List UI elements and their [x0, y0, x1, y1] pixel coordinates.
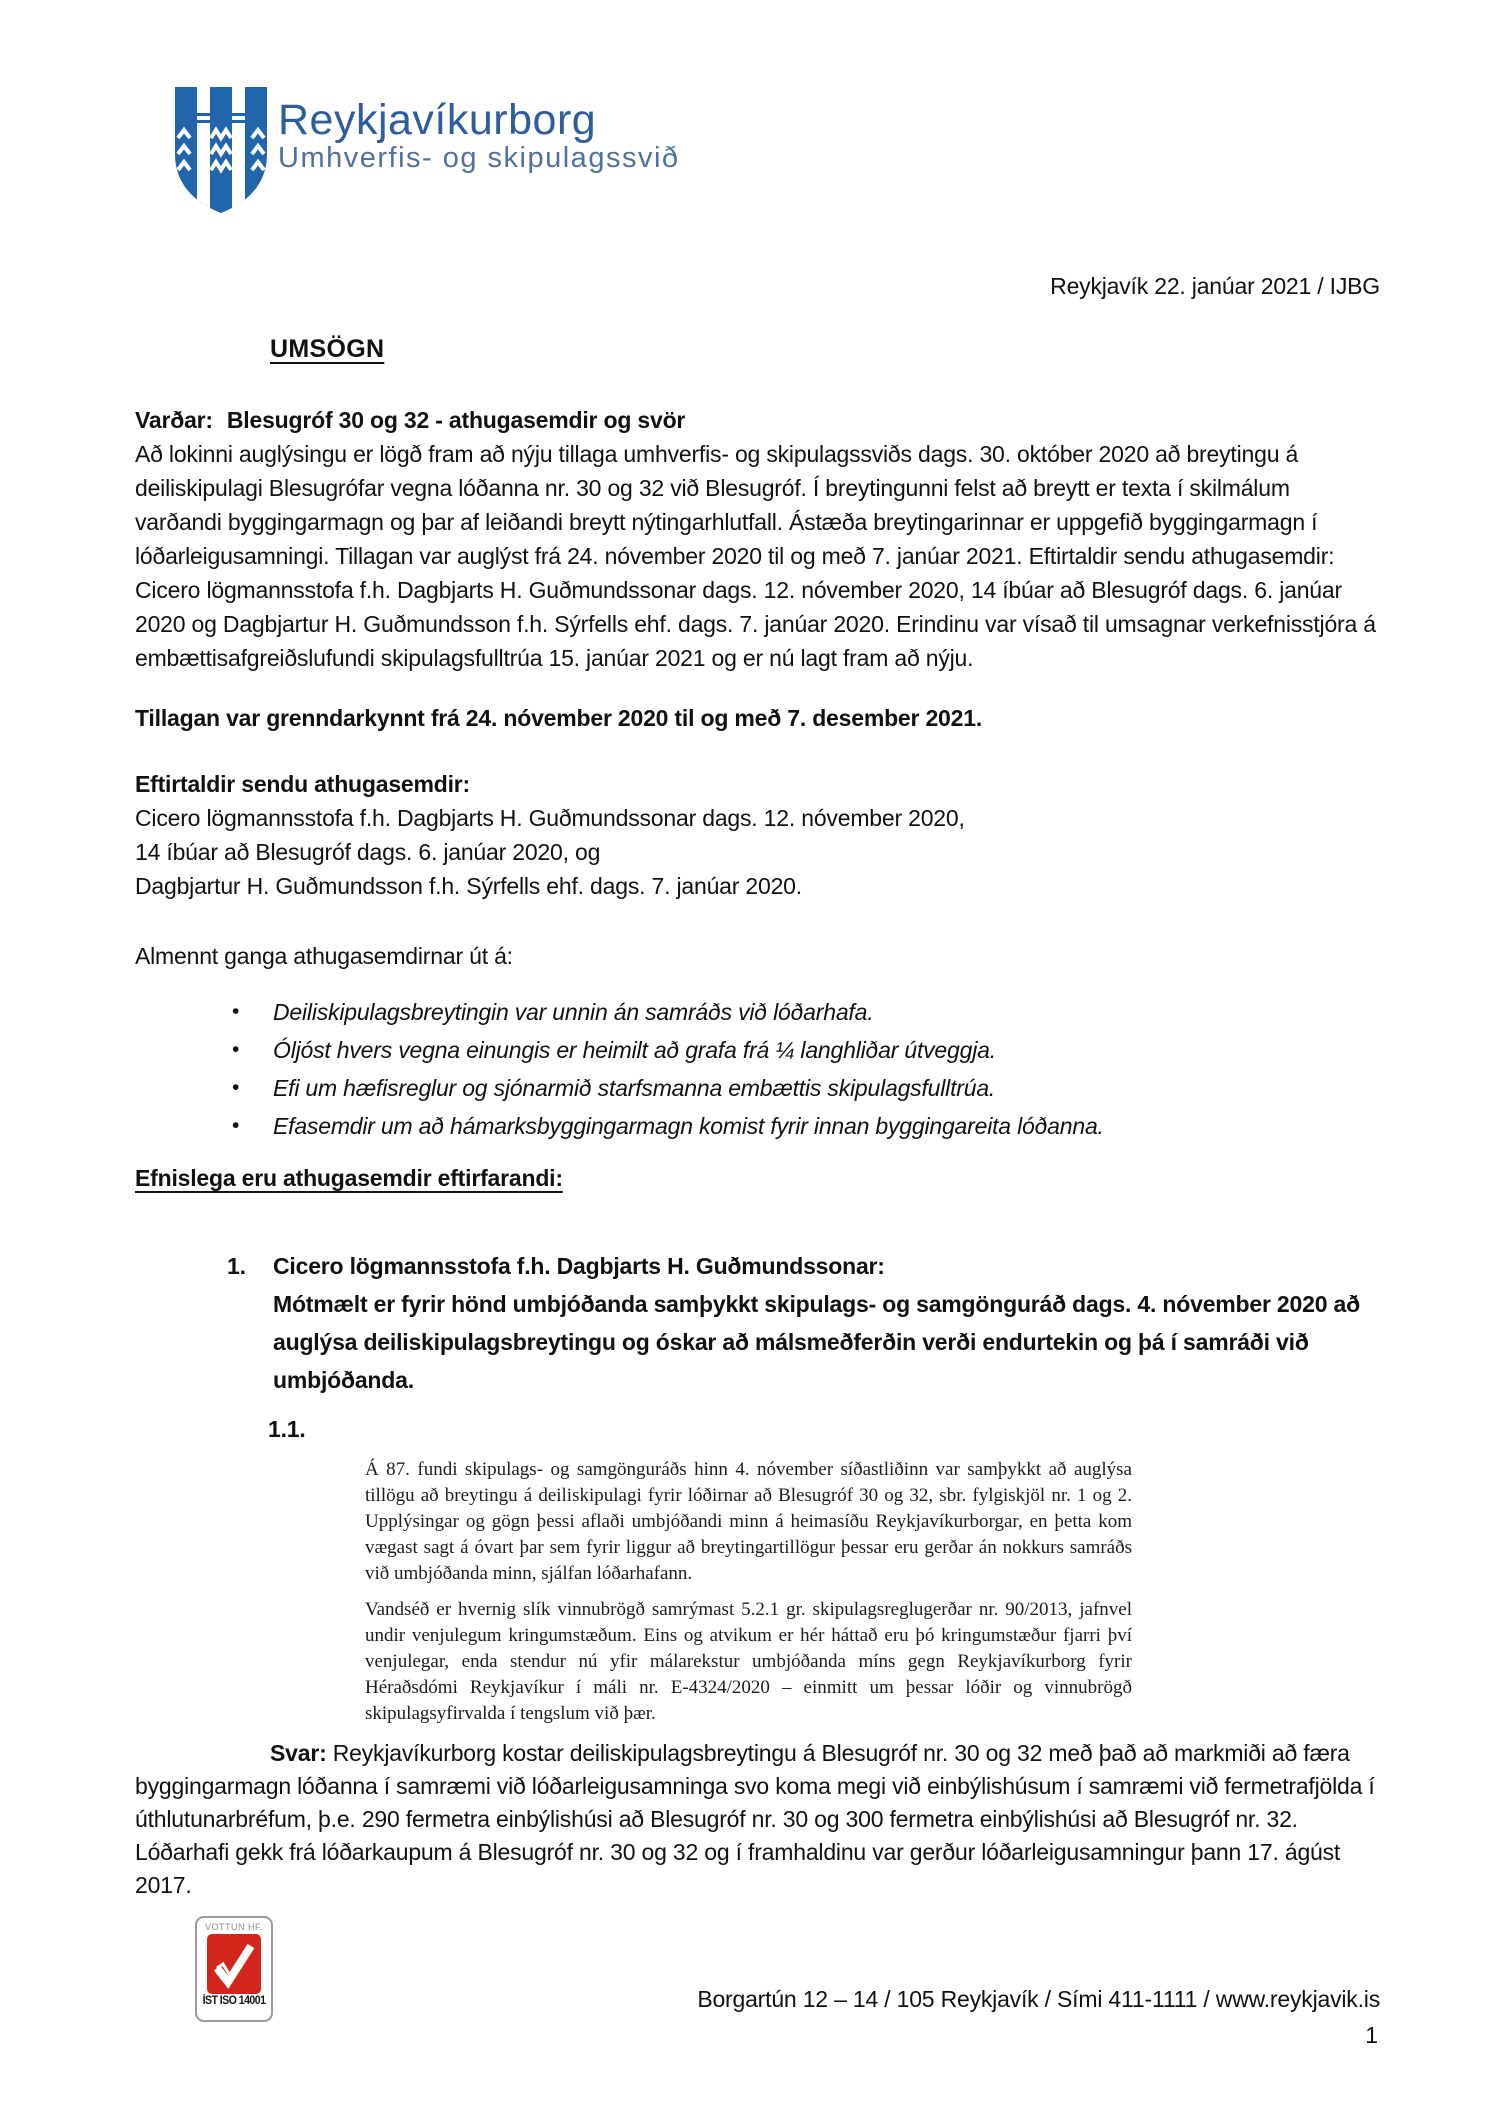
bullet-text: Efi um hæfisreglur og sjónarmið starfsmanna embættis skipulagsfulltrúa.: [273, 1075, 996, 1101]
answer-text: Reykjavíkurborg kostar deiliskipulagsbreytingu á Blesugróf nr. 30 og 32 með það að markmiði að færa byggingarmagn lóðanna í samræmi við lóðarleigusamninga svo koma megi við einbýlishúsum í samræmi við fermetrafjölda í úthlutunarbréfum, þ.e. 290 fermetra einbýlishúsi að Blesugróf nr. 30 og 300 fermetra einbýlishúsi að Blesugróf nr. 32. Lóðarhafi gekk frá lóðarkaupum á Blesugróf nr. 30 og 32 og í framhaldinu var gerður lóðarleigusamningur þann 17. ágúst 2017.: [135, 1740, 1375, 1898]
reykjavik-coat-of-arms-icon: [172, 84, 270, 221]
org-name: Reykjavíkurborg: [278, 96, 597, 144]
bullet-icon: •: [232, 1038, 240, 1061]
answer-label: Svar:: [270, 1740, 327, 1766]
quoted-paragraph: Vandséð er hvernig slík vinnubrögð samrýmast 5.2.1 gr. skipulagsreglugerðar nr. 90/2013, jafnvel undir venjulegum kringumstæðum. Eins og atvikum er hér háttað eru þó kringumstæður fjarri því venjulegar, enda stendur nú yfir málarekstur umbjóðanda míns gegn Reykjavíkurborg fyrir Héraðsdómi Reykjavíkur í máli nr. E-4324/2020 – einmitt um þessar lóðir og vinnubrögð skipulagsyfirvalda í tengslum við þær.: [365, 1599, 1132, 1724]
numbered-item-1: [135, 1247, 1380, 1399]
item-heading: Cicero lögmannsstofa f.h. Dagbjarts H. Guðmundssonar:: [273, 1253, 885, 1279]
senders-heading: Eftirtaldir sendu athugasemdir:: [135, 771, 471, 797]
org-logo-text: [278, 98, 680, 174]
general-intro: Almennt ganga athugasemdirnar út á:: [135, 943, 513, 969]
subject-label: Varðar:: [135, 407, 213, 433]
list-item: [135, 1069, 1380, 1107]
document-title: UMSÖGN: [270, 335, 385, 363]
subject-line: [135, 403, 1380, 437]
bullet-text: Deiliskipulagsbreytingin var unnin án samráðs við lóðarhafa.: [273, 999, 874, 1025]
document-body: [135, 272, 1380, 1902]
bullet-text: Óljóst hvers vegna einungis er heimilt að grafa frá ¼ langhliðar útveggja.: [273, 1037, 996, 1063]
intro-paragraph: Að lokinni auglýsingu er lögð fram að nýju tillaga umhverfis- og skipulagssviðs dags. 30. október 2020 að breytingu á deiliskipulagi Blesugrófar vegna lóðanna nr. 30 og 32 við Blesugróf. Í breytingunni felst að breytt er texta í skilmálum varðandi byggingarmagn og þar af leiðandi breytt nýtingarhlutfall. Ástæða breytingarinnar er uppgefið byggingarmagn í lóðarleigusamningi. Tillagan var auglýst frá 24. nóvember 2020 til og með 7. janúar 2021. Eftirtaldir sendu athugasemdir: Cicero lögmannsstofa f.h. Dagbjarts H. Guðmundssonar dags. 12. nóvember 2020, 14 íbúar að Blesugróf dags. 6. janúar 2020 og Dagbjartur H. Guðmundsson f.h. Sýrfells ehf. dags. 7. janúar 2020. Erindinu var vísað til umsagnar verkefnisstjóra á embættisafgreiðslufundi skipulagsfulltrúa 15. janúar 2021 og er nú lagt fram að nýju.: [135, 441, 1376, 671]
sender-line: 14 íbúar að Blesugróf dags. 6. janúar 2020, og: [135, 839, 601, 865]
bullet-icon: •: [232, 1076, 240, 1099]
quoted-paragraph: Á 87. fundi skipulags- og samgönguráðs hinn 4. nóvember síðastliðinn var samþykkt að auglýsa tillögu að breytingu á deiliskipulagi fyrir lóðirnar að Blesugróf 30 og 32, sbr. fylgiskjöl nr. 1 og 2. Upplýsingar og gögn þessi aflaði umbjóðandi minn á heimasíðu Reykjavíkurborgar, en þetta kom vægast sagt á óvart þar sem fyrir liggur að breytingartillögur þessar eru gerðar án nokkurs samráðs við umbjóðanda minn, sjálfan lóðarhafann.: [365, 1459, 1132, 1584]
sender-line: Dagbjartur H. Guðmundsson f.h. Sýrfells ehf. dags. 7. janúar 2020.: [135, 873, 802, 899]
subject-text: Blesugróf 30 og 32 - athugasemdir og svör: [226, 407, 686, 433]
bullet-icon: •: [232, 1000, 240, 1023]
bullet-icon: •: [232, 1114, 240, 1137]
highlight-line: Tillagan var grenndarkynnt frá 24. nóvember 2020 til og með 7. desember 2021.: [135, 705, 983, 731]
list-item: [135, 1031, 1380, 1069]
bullet-list: [135, 993, 1380, 1145]
list-item: [135, 993, 1380, 1031]
cert-standard-label: ÍST ISO 14001: [202, 1995, 266, 2007]
org-division: Umhverfis- og skipulagssvið: [278, 142, 680, 174]
iso-certification-badge: [195, 1916, 273, 2022]
bullet-text: Efasemdir um að hámarksbyggingarmagn komist fyrir innan byggingareita lóðanna.: [273, 1113, 1104, 1139]
sub-item-number: 1.1.: [268, 1416, 306, 1442]
cert-issuer-label: VOTTUN HF.: [205, 1922, 263, 1932]
item-number: 1.: [227, 1253, 246, 1279]
list-item: [135, 1107, 1380, 1145]
sender-line: Cicero lögmannsstofa f.h. Dagbjarts H. Guðmundssonar dags. 12. nóvember 2020,: [135, 805, 965, 831]
item-content: [273, 1247, 1380, 1399]
date-line: Reykjavík 22. janúar 2021 / IJBG: [1050, 273, 1380, 299]
footer-address: Borgartún 12 – 14 / 105 Reykjavík / Sími 411-1111 / www.reykjavik.is: [697, 1986, 1380, 2012]
section-heading: Efnislega eru athugasemdir eftirfarandi:: [135, 1165, 563, 1191]
checkmark-icon: [207, 1934, 261, 1994]
answer-paragraph: [135, 1737, 1380, 1902]
page-number: 1: [1365, 2022, 1378, 2048]
item-text: Mótmælt er fyrir hönd umbjóðanda samþykkt skipulags- og samgönguráð dags. 4. nóvember 2020 að auglýsa deiliskipulagsbreytingu og óskar að málsmeðferðin verði endurtekin og þá í samráði við umbjóðanda.: [273, 1291, 1360, 1393]
